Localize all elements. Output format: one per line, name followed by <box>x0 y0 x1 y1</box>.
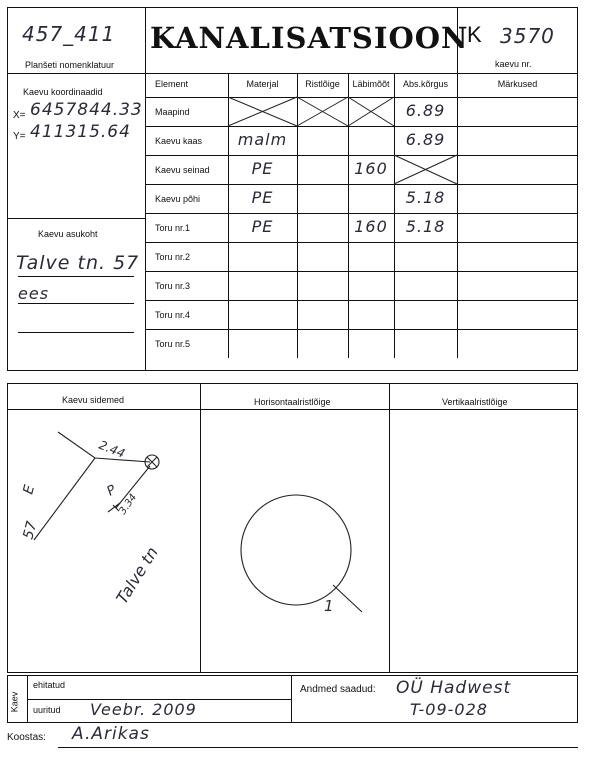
horizontal-section-number: 1 <box>324 597 334 615</box>
street-label: Talve tn <box>112 543 162 608</box>
nomenclature-value: 457_411 <box>22 22 116 46</box>
ehitatud-label: ehitatud <box>33 680 66 690</box>
koostas-label: Koostas: <box>7 732 46 743</box>
koostas-underline <box>58 747 578 748</box>
well-number: 3570 <box>500 24 555 48</box>
well-number-label: kaevu nr. <box>495 59 532 69</box>
uuritud-value: Veebr. 2009 <box>90 700 197 719</box>
table-cell-material: PE <box>251 217 274 236</box>
label-57: 57 <box>20 519 41 542</box>
location-line-1: Talve tn. 57 <box>16 252 140 274</box>
table-cell-material: PE <box>251 188 274 207</box>
kaev-vertical-label: Kaev <box>9 691 20 713</box>
table-row-element: Toru nr.5 <box>155 339 191 349</box>
table-header-material: Materjal <box>246 79 279 89</box>
horizontal-section-pipe <box>333 585 362 612</box>
andmed-label: Andmed saadud: <box>300 684 376 695</box>
table-header-notes: Märkused <box>497 79 538 89</box>
table-cell-abs-height: 6.89 <box>405 101 446 120</box>
table-cell-material: malm <box>237 130 288 149</box>
table-row-element: Kaevu kaas <box>155 136 203 146</box>
koostas-value: A.Arikas <box>72 724 150 744</box>
location-line-2: ees <box>18 284 50 303</box>
table-cell-diameter: 160 <box>354 159 388 178</box>
coordinates-label: Kaevu koordinaadid <box>23 87 103 97</box>
andmed-value-line-1: OÜ Hadwest <box>396 678 512 698</box>
table-row-element: Toru nr.1 <box>155 223 191 233</box>
table-row-element: Maapind <box>155 107 190 117</box>
table-header-element: Element <box>155 79 189 89</box>
uuritud-label: uuritud <box>33 705 61 715</box>
horizontal-section-circle <box>241 495 351 605</box>
sketch-col-vertical: Vertikaalristlõige <box>442 397 508 407</box>
well-letter: K <box>467 22 482 47</box>
nomenclature-label: Planšeti nomenklatuur <box>25 60 115 70</box>
andmed-value-line-2: T-09-028 <box>410 700 488 719</box>
table-row-element: Toru nr.3 <box>155 281 191 291</box>
connection-sketch <box>34 432 159 540</box>
table-cell-diameter: 160 <box>354 217 388 236</box>
page-title: KANALISATSIOON <box>150 21 469 55</box>
pipe-line-down <box>34 458 95 540</box>
table-row-element: Kaevu seinad <box>155 165 210 175</box>
sketch-col-connections: Kaevu sidemed <box>62 395 125 405</box>
location-label: Kaevu asukoht <box>38 229 98 239</box>
table-header-cross-section: Ristlõige <box>305 79 340 89</box>
table-cell-abs-height: 5.18 <box>405 188 446 207</box>
table-row-element: Kaevu põhi <box>155 194 201 204</box>
table-row-element: Toru nr.4 <box>155 310 191 320</box>
table-cell-abs-height: 6.89 <box>405 130 446 149</box>
distance-top-label: 2.44 <box>96 437 127 461</box>
table-cell-material: PE <box>251 159 274 178</box>
x-coordinate-value: 6457844.33 <box>30 100 143 120</box>
table-cell-abs-height: 5.18 <box>405 217 446 236</box>
distance-side-label: 3.34 <box>117 492 140 517</box>
x-prefix: X= <box>13 110 26 121</box>
label-p: P <box>104 482 119 500</box>
table-header-abs-height: Abs.kõrgus <box>402 79 449 89</box>
y-prefix: Y= <box>13 131 26 142</box>
table-row-element: Toru nr.2 <box>155 252 191 262</box>
y-coordinate-value: 411315.64 <box>30 122 131 142</box>
sketch-col-horizontal: Horisontaalristlõige <box>254 397 331 407</box>
label-e: E <box>20 483 39 497</box>
table-header-diameter: Läbimõõt <box>352 79 390 89</box>
